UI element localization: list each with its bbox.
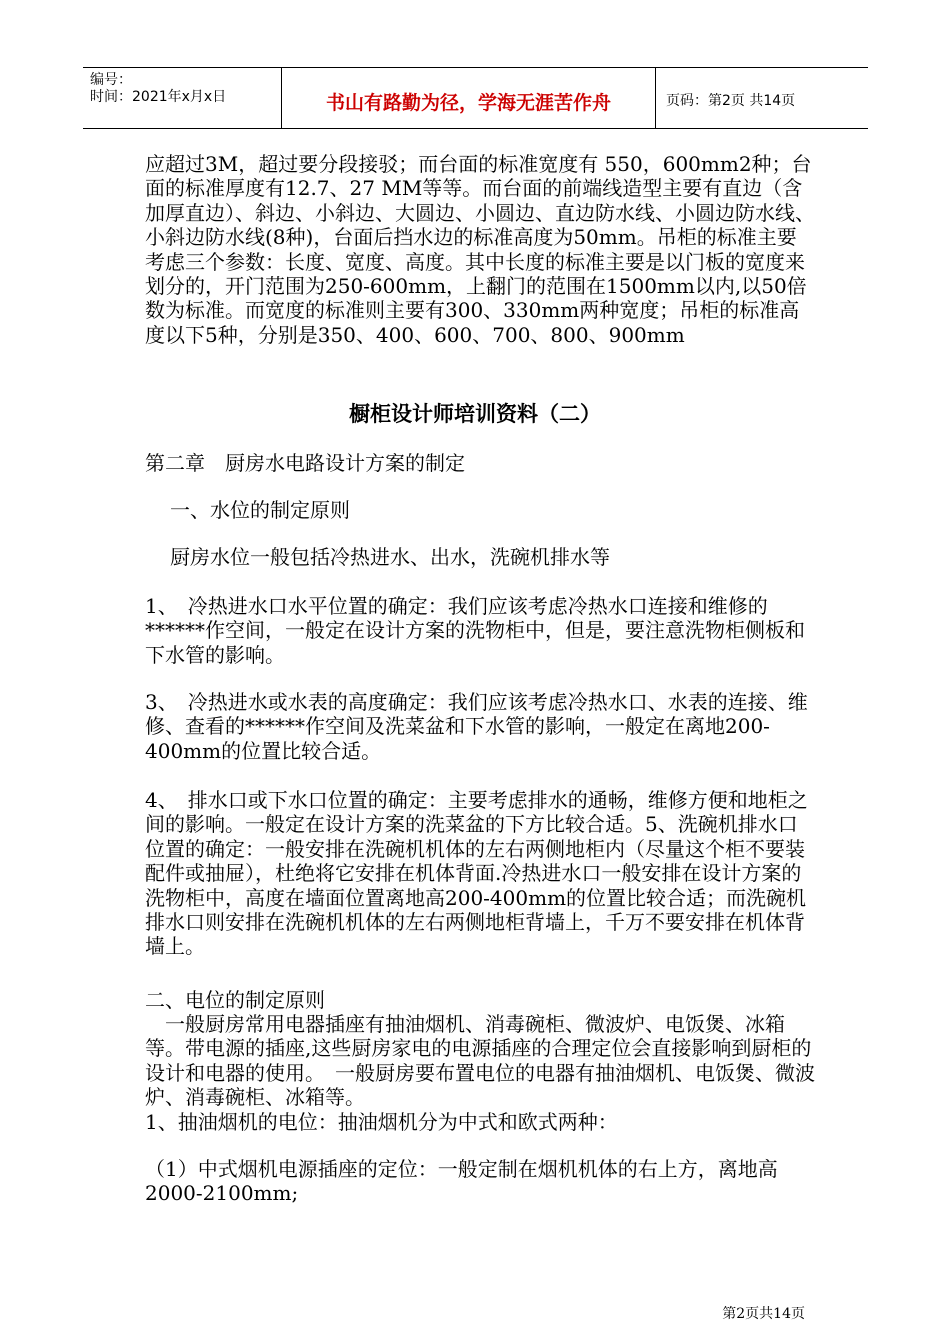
page-footer: 第2页共14页 (722, 1306, 805, 1322)
header-motto-cell (282, 68, 656, 128)
chapter-heading: 第二章 厨房水电路设计方案的制定 (145, 451, 465, 475)
water-item-4: 4、 排水口或下水口位置的确定：主要考虑排水的通畅，维修方便和地柜之间的影响。一般定在设计方案的洗菜盆的下方比较合适。5、洗碗机排水口位置的确定：一般安排在洗碗机机体的左右两侧地柜内（尽量这个柜不要装配件或抽屉），杜绝将它安排在机体背面.冷热进水口一般安排在设计方案的洗物柜中，高度在墙面位置离地高200-400mm的位置比较合适；而洗碗机排水口则安排在洗碗机机体的左右两侧地柜背墙上，千万不要安排在机体背墙上。 (145, 788, 808, 959)
water-section-heading: 一、水位的制定原则 (170, 498, 350, 522)
section-title: 橱柜设计师培训资料（二） (349, 401, 601, 426)
page-header (83, 67, 868, 129)
electric-intro: 一般厨房常用电器插座有抽油烟机、消毒碗柜、微波炉、电饭煲、冰箱等。带电源的插座,这些厨房家电的电源插座的合理定位会直接影响到厨柜的设计和电器的使用。 一般厨房要布置电位的电器有抽油烟机、电饭煲、微波炉、消毒碗柜、冰箱等。 (145, 1012, 815, 1110)
motto-text: 书山有路勤为径，学海无涯苦作舟 (325, 92, 611, 114)
date-label: 时间：2021年x月x日 (90, 89, 227, 105)
page-number-label: 页码：第2页 共14页 (666, 93, 796, 109)
serial-label: 编号： (90, 72, 132, 88)
header-page-cell (656, 68, 868, 128)
electric-section-heading: 二、电位的制定原则 (145, 988, 325, 1012)
intro-paragraph: 应超过3M，超过要分段接驳；而台面的标准宽度有 550，600mm2种；台面的标准厚度有12.7、27 MM等等。而台面的前端线造型主要有直边（含加厚直边）、斜边、小斜边、大圆边、小圆边、直边防水线、小圆边防水线、小斜边防水线(8种)，台面后挡水边的标准高度为50mm。吊柜的标准主要考虑三个参数：长度、宽度、高度。其中长度的标准主要是以门板的宽度来划分的，开门范围为250-600mm，上翻门的范围在1500mm以内,以50倍数为标准。而宽度的标准则主要有300、330mm两种宽度；吊柜的标准高度以下5种，分别是350、400、600、700、800、900mm (145, 152, 815, 347)
header-meta-cell (83, 68, 282, 128)
water-item-1: 1、 冷热进水口水平位置的确定：我们应该考虑冷热水口连接和维修的******作空间，一般定在设计方案的洗物柜中，但是，要注意洗物柜侧板和下水管的影响。 (145, 594, 805, 667)
hood-electric-heading: 1、抽油烟机的电位：抽油烟机分为中式和欧式两种： (145, 1110, 618, 1134)
water-intro: 厨房水位一般包括冷热进水、出水，洗碗机排水等 (170, 545, 610, 569)
water-item-3: 3、 冷热进水或水表的高度确定：我们应该考虑冷热水口、水表的连接、维修、查看的******作空间及洗菜盆和下水管的影响，一般定在离地200-400mm的位置比较合适。 (145, 690, 808, 763)
hood-electric-item-1: （1）中式烟机电源插座的定位：一般定制在烟机机体的右上方，离地高2000-2100mm; (145, 1157, 778, 1206)
